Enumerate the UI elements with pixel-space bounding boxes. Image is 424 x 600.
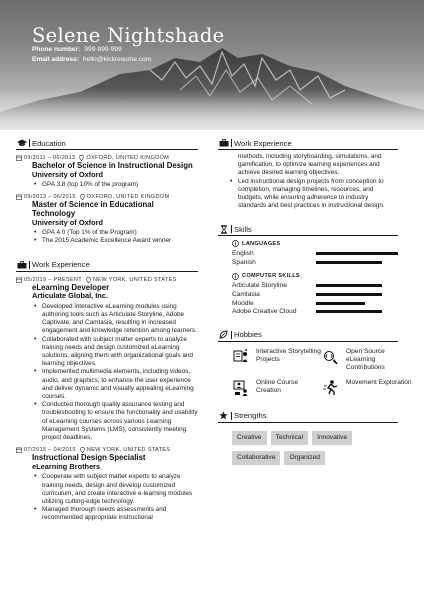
skill-name: Adobe Creative Cloud — [232, 308, 297, 316]
left-column — [16, 138, 198, 523]
skill-name: English — [232, 250, 254, 258]
hobbies-grid — [232, 347, 412, 397]
skills-title: Skills — [234, 224, 252, 234]
work-continuation-bullets — [228, 153, 398, 210]
email-address[interactable]: hello@kickresume.com — [82, 56, 152, 63]
work-experience-heading — [16, 260, 198, 272]
company-name: eLearning Brothers — [32, 461, 101, 471]
work-continuation — [218, 153, 398, 210]
skill-meter-fill — [316, 293, 382, 296]
star-icon — [218, 411, 229, 420]
skill-row — [232, 299, 398, 308]
strength-tag: Organized — [284, 451, 324, 465]
education-bullets — [32, 229, 198, 245]
bullet-item: • Managed thorough needs assessments and recommended appropriate instructional — [32, 506, 198, 522]
strength-tag: Technical — [271, 431, 309, 445]
calendar-icon — [16, 194, 22, 200]
work-entry-1 — [16, 277, 198, 443]
skill-group-label: COMPUTER SKILLS — [242, 273, 300, 280]
hobby-item — [322, 348, 412, 373]
skill-meter — [316, 261, 398, 264]
work-entry-2 — [16, 447, 198, 522]
education-location: OXFORD, UNITED KINGDOM — [86, 194, 170, 201]
skill-name: Spanish — [232, 258, 256, 266]
strengths-heading — [218, 411, 398, 423]
work-experience-title: Work Experience — [234, 138, 292, 148]
code-icon — [322, 348, 340, 366]
skill-meter — [316, 293, 398, 296]
hobby-item — [322, 379, 412, 397]
skill-meter-fill — [316, 252, 398, 255]
education-bullets — [32, 181, 198, 189]
degree-title: Bachelor of Science in Instructional Design — [32, 161, 193, 170]
skill-meter-fill — [316, 261, 382, 264]
skill-row — [232, 249, 398, 258]
strength-tag: Collaborative — [232, 451, 280, 465]
hobby-item — [232, 379, 322, 397]
hobby-item — [232, 348, 322, 373]
movement-icon — [322, 379, 340, 397]
online-course-icon — [232, 379, 250, 397]
right-column — [218, 138, 412, 471]
job-title: Instructional Design Specialist — [32, 453, 146, 463]
hobby-label: Online Course Creation — [256, 378, 299, 394]
storytelling-icon — [232, 348, 250, 366]
skill-name: Camtasia — [232, 291, 260, 298]
strength-tags — [232, 431, 382, 471]
bullet-item: • GPA 4.0 (Top 1% of the Program) — [32, 229, 198, 237]
school-name: University of Oxford — [32, 217, 104, 227]
leaf-icon — [218, 330, 229, 339]
bullet-item: • Collaborated with subject matter experts to analyze training needs and design customized eLearning solutions, aligning them with organizational goals and learning objectives. — [32, 336, 198, 369]
work-experience-continued-heading — [218, 138, 398, 150]
bullet-item: • Developed interactive eLearning modules using authoring tools such as Articulate Storyline, Adobe Captivate, and Camtasia, resulting in increased engagement and knowledge retention among learners. — [32, 303, 198, 336]
hourglass-icon — [218, 225, 229, 234]
work-experience-title: Work Experience — [32, 260, 90, 270]
hobby-label: Open Source eLearning Contributions — [346, 347, 385, 372]
hobby-label: Movement Exploration — [346, 378, 412, 386]
skill-group-computer — [232, 273, 398, 316]
hobby-label: Interactive Storytelling Projects — [256, 347, 321, 364]
bullet-item: • GPA 3.8 (top 10% of the program) — [32, 181, 198, 189]
strength-tag: Creative — [232, 431, 267, 445]
skill-name: Articulate Storyline — [232, 282, 287, 290]
bullet-item: • Cooperate with subject matter experts to analyze training needs, design and develop customized curriculum, and create interactive e-learning modules utilizing cutting-edge technology. — [32, 473, 198, 506]
briefcase-icon — [16, 260, 27, 269]
phone-label: Phone number: — [32, 46, 81, 53]
skill-meter — [316, 310, 398, 313]
strengths-title: Strengths — [234, 411, 267, 421]
skill-meter — [316, 284, 398, 287]
bullet-item: • The 2015 Academic Excellence Award winner — [32, 237, 198, 245]
education-dates: 09/2013 – 06/2015 — [24, 194, 76, 201]
info-icon — [232, 273, 239, 280]
education-title: Education — [32, 138, 66, 148]
info-icon — [232, 240, 239, 247]
skill-meter-fill — [316, 302, 365, 305]
strength-tag: Innovative — [312, 431, 352, 445]
location-pin-icon — [86, 277, 91, 283]
skill-group-head — [232, 240, 398, 247]
school-name: University of Oxford — [32, 169, 104, 179]
work-location: NEW YORK, UNITED STATES — [92, 276, 177, 283]
education-heading — [16, 138, 198, 150]
degree-title: Master of Science in Educational Technology — [32, 200, 154, 218]
skill-meter-fill — [316, 310, 382, 313]
mountain-backdrop — [0, 0, 424, 130]
skill-group-languages — [232, 240, 398, 266]
job-title: eLearning Developer — [32, 282, 110, 292]
hobbies-heading — [218, 330, 398, 342]
skill-row — [232, 307, 398, 316]
calendar-icon — [16, 447, 22, 453]
briefcase-icon — [218, 139, 229, 148]
bullet-item: • Implemented multimedia elements, including videos, audio, and graphics, to enhance the user experience and deliver dynamic and visually appealing eLearning courses. — [32, 368, 198, 401]
continuation-text: methods, including storyboarding, simulations, and gamification, to optimize learning experiences and achieve desired learning objectives. — [238, 153, 382, 177]
email-label: Email address: — [32, 56, 79, 63]
work-dates: 05/2019 – PRESENT — [24, 276, 82, 283]
education-location: OXFORD, UNITED KINGDOM — [86, 155, 170, 161]
skill-name: Moodle — [232, 299, 254, 307]
education-entry-2 — [16, 194, 198, 245]
education-dates: 09/2011 – 06/2013 — [24, 155, 76, 161]
work-location: NEW YORK, UNITED STATES — [86, 447, 171, 454]
header-banner — [0, 0, 424, 130]
phone-number[interactable]: 999-999-999 — [84, 46, 122, 53]
bullet-item: • Conducted thorough quality assurance testing and troubleshooting to ensure the functionality and usability of eLearning courses across various Learning Management Systems (LMS), consistently meeting project deadlines. — [32, 401, 198, 442]
company-name: Articulate Global, Inc. — [32, 291, 108, 301]
skill-meter-fill — [316, 284, 382, 287]
skill-row — [232, 290, 398, 299]
email-line — [32, 56, 151, 63]
work-bullets — [32, 473, 198, 522]
skill-row — [232, 258, 398, 267]
work-bullets — [32, 303, 198, 442]
calendar-icon — [16, 155, 22, 161]
bullet-item: • Led instructional design projects from conception to completion, managing timelines, resources, and budgets, while ensuring adherence to industry standards and best practices in instructional design. — [228, 178, 398, 211]
phone-line — [32, 46, 122, 53]
skill-meter — [316, 302, 398, 305]
graduation-cap-icon — [16, 139, 27, 148]
candidate-name: Selene Nightshade — [32, 24, 225, 47]
skill-group-head — [232, 273, 398, 280]
work-meta — [16, 277, 198, 283]
hobbies-title: Hobbies — [234, 330, 262, 340]
education-entry-1 — [16, 155, 198, 189]
skill-group-label: LANGUAGES — [242, 240, 281, 247]
calendar-icon — [16, 277, 22, 283]
work-dates: 07/2015 – 04/2019 — [24, 447, 76, 454]
skill-meter — [316, 252, 398, 255]
skills-heading — [218, 224, 398, 236]
skill-row — [232, 282, 398, 291]
